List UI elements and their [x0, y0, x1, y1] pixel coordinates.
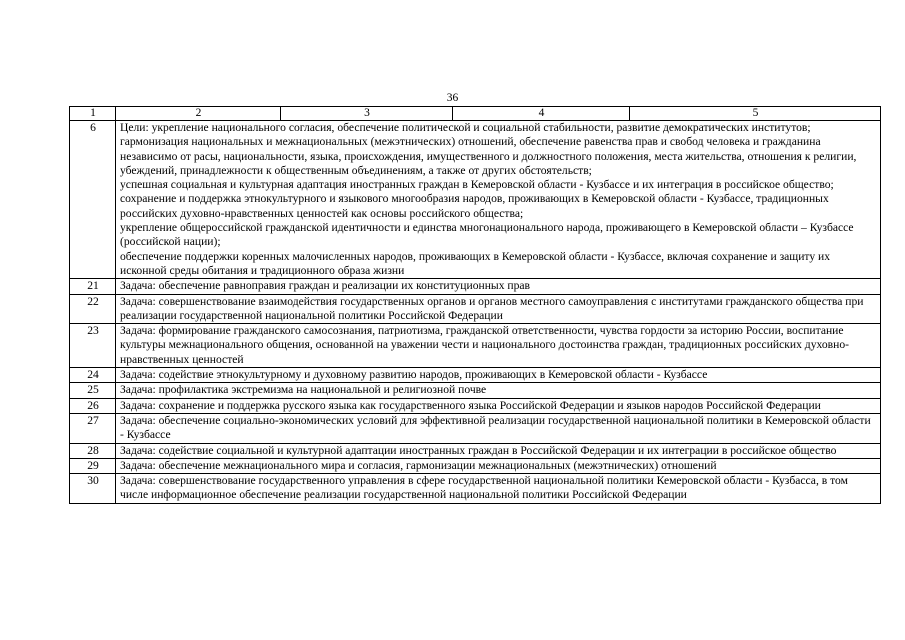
- header-cell-1: 1: [70, 107, 116, 121]
- row-number: 27: [70, 413, 116, 443]
- task-text: Задача: содействие социальной и культурной адаптации иностранных граждан в Российской Федерации и их интеграции в российское общество: [116, 443, 881, 458]
- goal-line: обеспечение поддержки коренных малочисленных народов, проживающих в Кемеровской области - Кузбассе, включая сохранение и защиту их исконной среды обитания и традиционного образа жизни: [120, 249, 831, 277]
- task-text: Задача: профилактика экстремизма на национальной и религиозной почве: [116, 383, 881, 398]
- table-row: [70, 443, 881, 458]
- table-row: [70, 383, 881, 398]
- program-table: [69, 106, 881, 504]
- goal-line: гармонизация национальных и межнациональных (межэтнических) отношений, обеспечение равенства прав и свобод человека и гражданина независимо от расы, национальности, языка, происхождения, имущественного и должностного положения, места жительства, отношения к религии, убеждений, принадлежности к общественным объединениям, а также от других обстоятельств;: [120, 135, 857, 177]
- table-row-goals: [70, 121, 881, 279]
- table-row: [70, 398, 881, 413]
- task-text: Задача: обеспечение равноправия граждан и реализации их конституционных прав: [116, 279, 881, 294]
- header-cell-4: 4: [453, 107, 630, 121]
- goal-line: успешная социальная и культурная адаптация иностранных граждан в Кемеровской области - Кузбассе и их интеграция в российское общество;: [120, 178, 834, 192]
- header-cell-2: 2: [116, 107, 281, 121]
- header-cell-3: 3: [281, 107, 453, 121]
- header-cell-5: 5: [630, 107, 881, 121]
- table-header-row: [70, 107, 881, 121]
- table-row: [70, 368, 881, 383]
- row-number: 6: [70, 121, 116, 279]
- row-number: 30: [70, 474, 116, 504]
- row-number: 25: [70, 383, 116, 398]
- task-text: Задача: совершенствование взаимодействия государственных органов и органов местного самоуправления с институтами гражданского общества при реализации государственной национальной политики Российской Федерации: [116, 294, 881, 324]
- row-number: 21: [70, 279, 116, 294]
- task-text: Задача: сохранение и поддержка русского языка как государственного языка Российской Федерации и языков народов Российской Федерации: [116, 398, 881, 413]
- goal-line: укрепление общероссийской гражданской идентичности и единства многонационального народа, проживающего в Кемеровской области – Кузбассе (российской нации);: [120, 221, 854, 249]
- row-number: 29: [70, 458, 116, 473]
- goal-line: Цели: укрепление национального согласия, обеспечение политической и социальной стабильности, развитие демократических институтов;: [120, 121, 811, 134]
- task-text: Задача: обеспечение межнационального мира и согласия, гармонизации межнациональных (межэтнических) отношений: [116, 458, 881, 473]
- table-row: [70, 474, 881, 504]
- page-number: 36: [446, 92, 459, 104]
- table-row: [70, 324, 881, 368]
- task-text: Задача: формирование гражданского самосознания, патриотизма, гражданской ответственности, чувства гордости за историю России, воспитание культуры межнационального общения, основанной на уважении чести и национального достоинства граждан, традиционных российских духовно-нравственных ценностей: [116, 324, 881, 368]
- goals-text: [116, 121, 881, 279]
- row-number: 23: [70, 324, 116, 368]
- task-text: Задача: совершенствование государственного управления в сфере государственной национальной политики Кемеровской области - Кузбасса, в том числе информационное обеспечение реализации государственной национальной политики Российской Федерации: [116, 474, 881, 504]
- table-row: [70, 413, 881, 443]
- goal-line: сохранение и поддержка этнокультурного и языкового многообразия народов, проживающих в Кемеровской области - Кузбассе, традиционных российских духовно-нравственных ценностей как основы российского общества;: [120, 192, 829, 220]
- table-row: [70, 294, 881, 324]
- row-number: 26: [70, 398, 116, 413]
- task-text: Задача: содействие этнокультурному и духовному развитию народов, проживающих в Кемеровской области - Кузбассе: [116, 368, 881, 383]
- row-number: 28: [70, 443, 116, 458]
- table-row: [70, 279, 881, 294]
- row-number: 22: [70, 294, 116, 324]
- table-row: [70, 458, 881, 473]
- task-text: Задача: обеспечение социально-экономических условий для эффективной реализации государственной национальной политики в Кемеровской области - Кузбассе: [116, 413, 881, 443]
- row-number: 24: [70, 368, 116, 383]
